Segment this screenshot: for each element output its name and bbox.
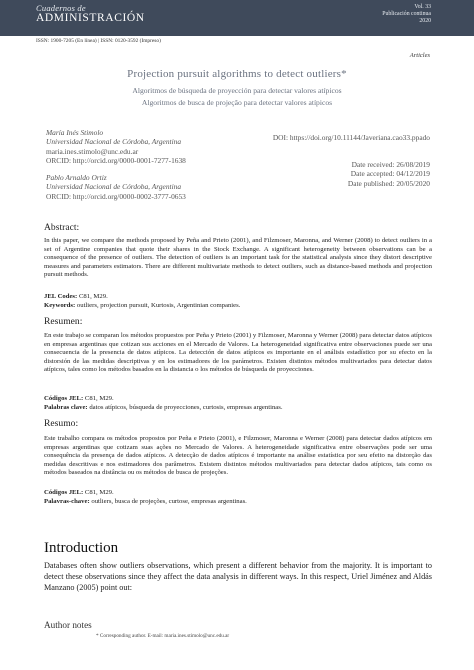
date-published: Date published: 20/05/2020 [347, 178, 430, 188]
resumen-heading: Resumen: [44, 316, 83, 327]
section-label: Articles [409, 52, 430, 59]
author-notes-heading: Author notes [44, 620, 92, 630]
article-dates [348, 160, 430, 188]
author-affiliation: Universidad Nacional de Córdoba, Argentina [46, 182, 182, 192]
subtitle-spanish: Algoritmos de búsqueda de proyección para detectar valores atípicos [132, 86, 342, 95]
publication-type: Publicación continua [382, 11, 431, 17]
author-name: María Inés Stimolo [46, 128, 104, 137]
palabras-clave: Palabras clave: datos atípicos, búsqueda de proyecciones, curtosis, empresas argentinas. [44, 404, 283, 411]
volume-label: Vol. 33 [414, 4, 431, 10]
keywords: Keywords: outliers, projection pursuit, Kurtosis, Argentinian companies. [44, 302, 241, 309]
author-orcid-link[interactable]: ORCID: http://orcid.org/0000-0002-3777-0653 [46, 191, 186, 201]
journal-name-line1: Cuadernos de [36, 3, 86, 13]
doi-link[interactable]: DOI: https://doi.org/10.11144/Javeriana.cao33.ppado [272, 133, 430, 142]
introduction-text: Databases often show outliers observations, which present a different behavior from the majority. It is important to detect these observations since they affect the data analysis in different ways. In this respect, Uriel Jiménez and Aldás Manzano (2005) point out: [44, 561, 432, 593]
author-affiliation: Universidad Nacional de Córdoba, Argentina [46, 137, 182, 147]
resumen-text: En este trabajo se comparan los métodos propuestos por Peña y Prieto (2001) y Filzmoser, Maronna y Werner (2008) para detectar datos atípicos en empresas argentinas que cotizan sus acciones en el Mercado de Valores. La heterogeneidad significativa entre observaciones puede ser una consecuencia de la presencia de datos atípicos. La detección de datos atípicos es importante en el análisis estadístico por su efecto en la distorsión de las medidas descriptivas y en los estimadores de los parámetros. Existen distintos métodos multivariados para detectar datos atípicos, tales como los métodos basados en la distancia o los métodos de búsqueda de proyecciones. [44, 332, 432, 374]
author-block [46, 128, 186, 201]
date-accepted: Date accepted: 04/12/2019 [350, 169, 430, 179]
author-orcid-link[interactable]: ORCID: http://orcid.org/0000-0001-7277-1638 [46, 155, 186, 165]
codigos-jel: Códigos JEL: C81, M29. [44, 395, 114, 402]
subtitle-portuguese: Algoritmos de busca de projeção para detectar valores atípicos [141, 98, 333, 107]
introduction-heading: Introduction [44, 540, 119, 556]
abstract-text: In this paper, we compare the methods proposed by Peña and Prieto (2001), and Filzmoser, Maronna, and Werner (2008) to detect outliers in a set of Argentine companies that quote their shares in the Stock Exchange. A significant heterogeneity between observations can be a consequence of the presence of outliers. The detection of outliers is an important task for the statistical analysis since they distort descriptive measures and parameters estimators. There are different multivariate methods to detect outliers, such as distance-based methods and projection pursuit methods. [44, 237, 432, 279]
article-title: Projection pursuit algorithms to detect outliers* [127, 68, 347, 80]
publication-year: 2020 [419, 18, 431, 24]
issn-line: ISSN: 1900-7205 (En línea) | ISSN: 0120-3592 (Impreso) [36, 38, 161, 44]
jel-codes: JEL Codes: C81, M29. [44, 293, 108, 300]
journal-name-line2: ADMINISTRACIÓN [36, 12, 145, 24]
corresponding-author-footnote: * Corresponding author. E-mail: maria.ines.stimolo@unc.edu.ar [96, 633, 230, 639]
journal-header-band [0, 0, 474, 36]
date-received: Date received: 26/08/2019 [351, 160, 430, 169]
codigos-jel-pt: Códigos JEL: C81, M29. [44, 489, 114, 496]
resumo-heading: Resumo: [44, 418, 79, 429]
palavras-chave: Palavras-chave: outliers, busca de projeções, curtose, empresas argentinas. [44, 498, 247, 505]
abstract-heading: Abstract: [44, 222, 80, 233]
resumo-text: Este trabalho compara os métodos propostos por Peña e Prieto (2001), e Filzmoser, Maronna e Werner (2008) para detectar dados atípicos em empresas argentinas que cotizam suas ações no Mercado de Valores. A heterogeneidade significativa entre observações pode ser uma consequência da presença de dados atípicos. A detecção de dados atípicos é importante na análise estatística por seu efeito na distorção das medidas descritivas e nos estimadores dos parâmetros. Existem distintos métodos multivariados para detectar dados atípicos, tais como os métodos baseados na distância ou os métodos de busca de projeções. [44, 435, 432, 477]
author-email-link[interactable]: maria.ines.stimolo@unc.edu.ar [46, 146, 139, 156]
author-name: Pablo Arnaldo Ortiz [46, 173, 107, 183]
